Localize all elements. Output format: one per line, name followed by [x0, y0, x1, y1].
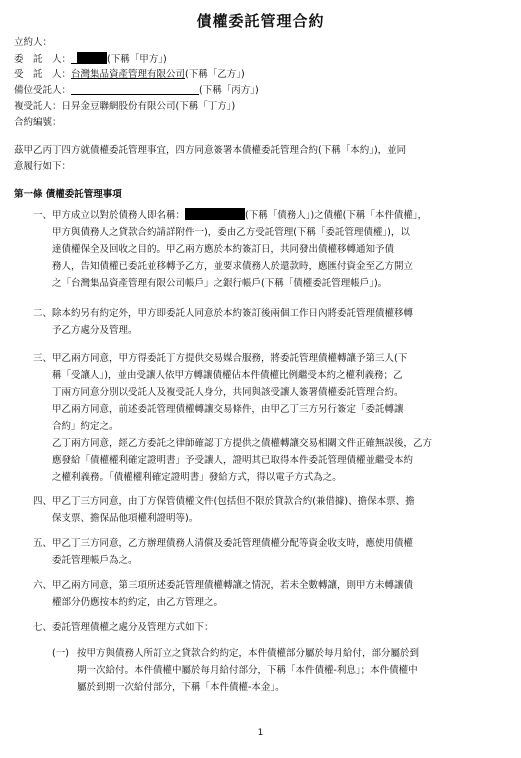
item-line: 合約」約定之。 — [52, 421, 119, 432]
page-number: 1 — [257, 728, 264, 738]
party-name: 台灣集品資產管理有限公司 — [71, 69, 186, 80]
party-label: 備位受託人： — [14, 85, 72, 96]
item-line — [52, 207, 508, 224]
subitem-line: 按甲方與債務人所訂立之貸款合約約定，本件債權部分屬於每月給付，部分屬於到 — [77, 648, 420, 659]
subitem — [77, 645, 509, 696]
item-line: 予乙方處分及管理。 — [52, 325, 138, 336]
redacted-name — [185, 208, 245, 220]
item-line: 丁兩方同意分別以受託人及複受託人身分，共同與該受讓人簽署債權委託管理合約。 — [52, 387, 404, 398]
item-line: 達債權保全及回收之目的。甲乙兩方應於本約簽訂日，共同發出債權移轉通知予債 — [52, 244, 395, 255]
party-row-principal — [14, 52, 167, 66]
item-number: 一、 — [33, 210, 53, 221]
party-suffix: (下稱「丙方」) — [199, 85, 259, 96]
document-title: 債權委託管理合約 — [196, 12, 325, 30]
blank-line — [71, 84, 199, 95]
item-line: 委託管理債權之處分及管理方式如下： — [52, 622, 214, 633]
party-label: 委 託 人： — [14, 54, 72, 65]
item-line: 之「台灣集品資產管理有限公司帳戶」之銀行帳戶(下稱「債權委託管理帳戶」)。 — [52, 278, 388, 289]
item-number: 七、 — [33, 622, 53, 633]
party-suffix: (下稱「乙方」) — [185, 69, 245, 80]
list-item — [52, 619, 508, 636]
subitem-line: 期一次給付。本件債權中屬於每月給付部分，下稱「本件債權-利息」；本件債權中 — [77, 665, 418, 676]
item-text: 甲方成立以對於債務人即名稱： — [52, 210, 186, 221]
item-number: 三、 — [33, 353, 53, 364]
item-number: 二、 — [33, 308, 53, 319]
item-number: 四、 — [33, 496, 53, 507]
list-item — [52, 207, 508, 292]
item-line: 務人，告知債權已委託並移轉予乙方，並要求債務人於還款時，應匯付資金至乙方開立 — [52, 261, 414, 272]
item-line: 應發給「債權權利確定證明書」予受讓人，證明其已取得本件委託管理債權並繼受本約 — [52, 455, 414, 466]
item-line: 之權利義務。「債權權利確定證明書」發給方式，得以電子方式為之。 — [52, 472, 342, 483]
preamble-line: 意履行如下： — [14, 161, 72, 172]
item-line: 甲乙丁三方同意，乙方辦理債務人清償及委託管理債權分配等資金收支時，應使用債權 — [52, 538, 414, 549]
item-number: 五、 — [33, 538, 53, 549]
item-line: 除本約另有約定外，甲方即委託人同意於本約簽訂後兩個工作日內將委託管理債權移轉 — [52, 308, 414, 319]
item-line: 甲乙兩方同意，甲方得委託丁方提供交易媒合服務，將委託管理債權轉讓予第三人(下 — [52, 353, 408, 364]
subitem-line: 屬於到期一次給付部分，下稱「本件債權-本金」。 — [77, 682, 285, 693]
list-item — [52, 535, 508, 569]
list-item — [52, 493, 508, 527]
item-number: 六、 — [33, 580, 53, 591]
party-name: 日昇金豆聯網股份有限公司 — [61, 101, 176, 112]
item-line: 甲乙丁三方同意，由丁方保管債權文件(包括但不限於貸款合約(兼借據)、擔保本票、擔 — [52, 496, 415, 507]
list-item — [52, 577, 508, 611]
article-heading: 第一條 債權委託管理事項 — [14, 189, 122, 200]
party-label: 受 託 人： — [14, 69, 72, 80]
party-row-trustee — [14, 68, 245, 81]
party-suffix: (下稱「丁方」) — [175, 101, 236, 112]
contract-number-label: 合約編號： — [14, 117, 62, 128]
item-line: 甲乙兩方同意，前述委託管理債權轉讓交易條件，由甲乙丁三方另行簽定「委託轉讓 — [52, 404, 404, 415]
subitem-number: (一) — [52, 648, 69, 659]
list-item — [52, 350, 508, 486]
item-line: 委託管理帳戶為之。 — [52, 555, 138, 566]
item-line: 稱「受讓人」)，並由受讓人依甲方轉讓債權佔本件債權比例繼受本約之權利義務；乙 — [52, 370, 403, 381]
item-line: 保支票、擔保品他項權利證明等)。 — [52, 513, 199, 524]
party-row-sub-trustee — [14, 100, 235, 113]
parties-intro: 立約人： — [14, 37, 53, 48]
preamble-line: 茲甲乙丙丁四方就債權委託管理事宜，四方同意簽署本債權委託管理合約(下稱「本約」)，並同 — [14, 145, 407, 156]
item-line: 權部分仍應按本約約定，由乙方管理之。 — [52, 597, 224, 608]
party-suffix: (下稱「甲方」) — [107, 54, 167, 65]
item-line: 乙丁兩方同意，經乙方委託之律師確認丁方提供之債權轉讓交易相關文件正確無誤後，乙方 — [52, 438, 433, 449]
party-row-backup-trustee — [14, 84, 259, 97]
item-text: (下稱「債務人」)之債權(下稱「本件債權」， — [245, 210, 428, 221]
redacted-name — [77, 52, 107, 64]
list-item — [52, 305, 508, 339]
item-line: 甲方與債務人之貸款合約請詳附件一)，委由乙方受託管理(下稱「委託管理債權」)，以 — [52, 227, 410, 238]
party-label: 複受託人： — [14, 101, 62, 112]
item-line: 甲乙兩方同意，第三項所述委託管理債權轉讓之情況，若未全數轉讓，則甲方未轉讓債 — [52, 580, 414, 591]
